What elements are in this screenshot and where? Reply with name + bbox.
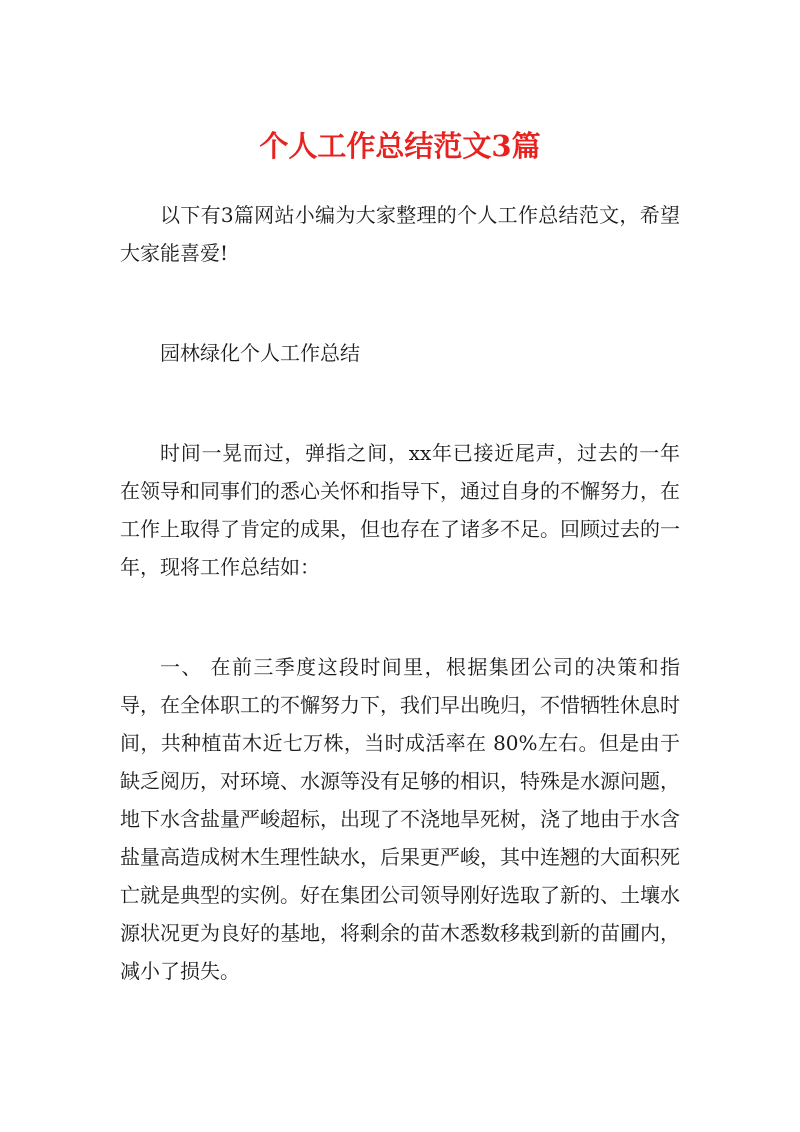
intro-paragraph: 以下有3篇网站小编为大家整理的个人工作总结范文，希望大家能喜爱! — [120, 203, 680, 265]
document-body — [120, 196, 680, 1052]
document-title: 个人工作总结范文3篇 — [259, 129, 541, 163]
body-paragraph: 时间一晃而过，弹指之间，xx年已接近尾声，过去的一年在领导和同事们的悉心关怀和指导下，通过自身的不懈努力，在工作上取得了肯定的成果，但也存在了诸多不足。回顾过去的一年，现将工作总结如： — [120, 441, 680, 579]
body-paragraph: 一、 在前三季度这段时间里，根据集团公司的决策和指导，在全体职工的不懈努力下，我们早出晚归，不惜牺牲休息时间，共种植苗木近七万株，当时成活率在 80%左右。但是由于缺乏阅历，对环境、水源等没有足够的相识，特殊是水源问题，地下水含盐量严峻超标，出现了不浇地旱死树，浇了地由于水含盐量高造成树木生理性缺水，后果更严峻，其中连翘的大面积死亡就是典型的实例。好在集团公司领导刚好选取了新的、土壤水源状况更为良好的基地，将剩余的苗木悉数移栽到新的苗圃内，减小了损失。 — [120, 655, 680, 983]
section-heading: 园林绿化个人工作总结 — [160, 341, 360, 365]
